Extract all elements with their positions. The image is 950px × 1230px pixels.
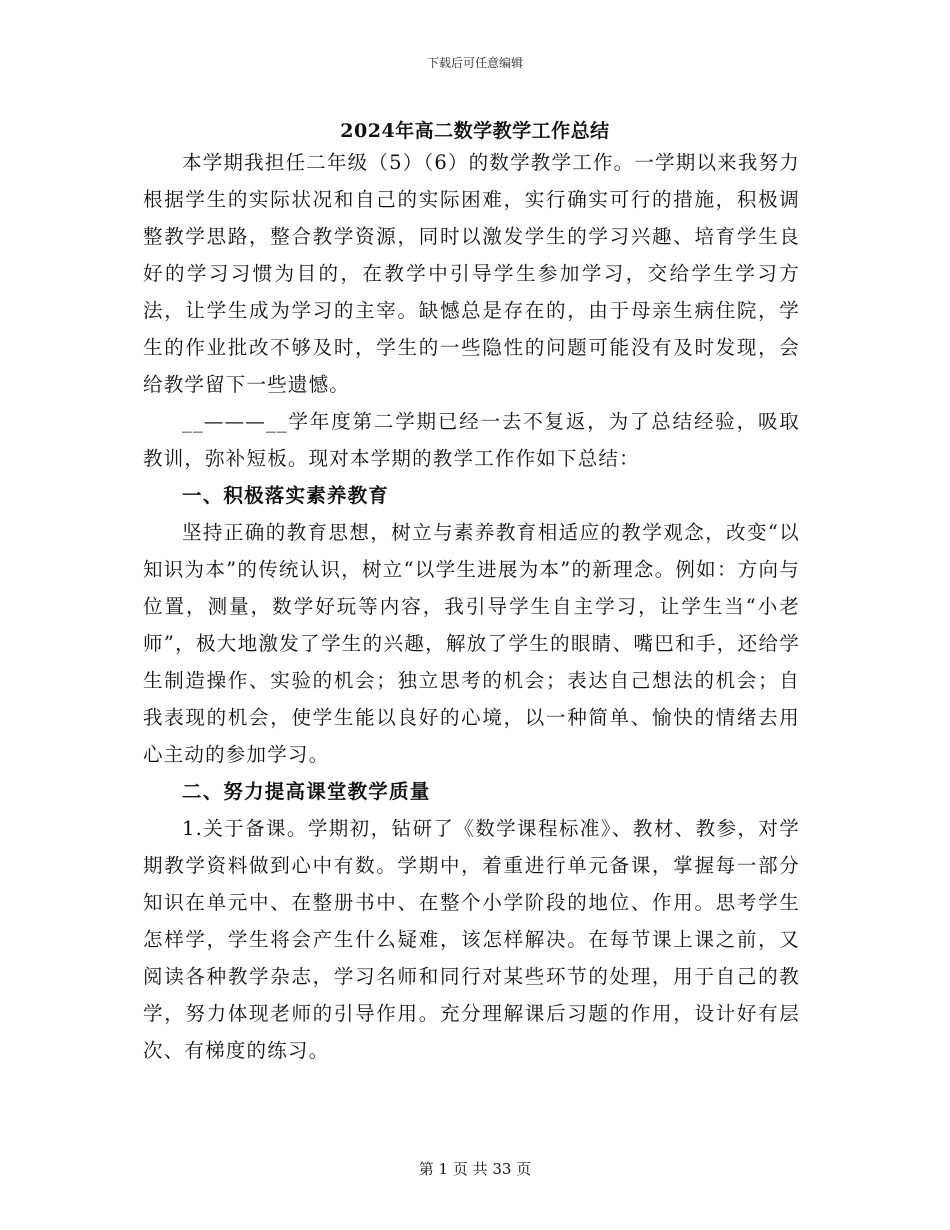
section-1-paragraph: 坚持正确的教育思想，树立与素养教育相适应的教学观念，改变“以知识为本”的传统认识，树立“以学生进展为本”的新理念。例如：方向与位置，测量，数学好玩等内容，我引导学生自主学习，让学生当“小老师”，极大地激发了学生的兴趣，解放了学生的眼睛、嘴巴和手，还给学生制造操作、实验的机会；独立思考的机会；表达自己想法的机会；自我表现的机会，使学生能以良好的心境，以一种简单、愉快的情绪去用心主动的参加学习。 xyxy=(143,521,800,766)
section-heading-2: 二、努力提高课堂教学质量 xyxy=(182,780,431,803)
section-heading-1: 一、积极落实素养教育 xyxy=(182,484,390,507)
intro-paragraph: 本学期我担任二年级（5）（6）的数学教学工作。一学期以来我努力根据学生的实际状况和自己的实际困难，实行确实可行的措施，积极调整教学思路，整合教学资源，同时以激发学生的学习兴趣、培育学生良好的学习习惯为目的，在教学中引导学生参加学习，交给学生学习方法，让学生成为学习的主宰。缺憾总是存在的，由于母亲生病住院，学生的作业批改不够及时，学生的一些隐性的问题可能没有及时发现，会给教学留下一些遗憾。 xyxy=(143,151,800,396)
page-number-footer: 第 1 页 共 33 页 xyxy=(418,1160,532,1178)
document-title: 2024年高二数学教学工作总结 xyxy=(340,120,610,142)
document-body xyxy=(143,144,800,1069)
summary-intro-paragraph: __———__学年度第二学期已经一去不复返，为了总结经验，吸取教训，弥补短板。现对本学期的教学工作作如下总结： xyxy=(143,410,800,470)
header-note: 下载后可任意编辑 xyxy=(426,56,523,70)
section-2-paragraph: 1.关于备课。学期初，钻研了《数学课程标准》、教材、教参，对学期教学资料做到心中有数。学期中，着重进行单元备课，掌握每一部分知识在单元中、在整册书中、在整个小学阶段的地位、作用。思考学生怎样学，学生将会产生什么疑难，该怎样解决。在每节课上课之前，又阅读各种教学杂志，学习名师和同行对某些环节的处理，用于自己的教学，努力体现老师的引导作用。充分理解课后习题的作用，设计好有层次、有梯度的练习。 xyxy=(143,817,800,1062)
